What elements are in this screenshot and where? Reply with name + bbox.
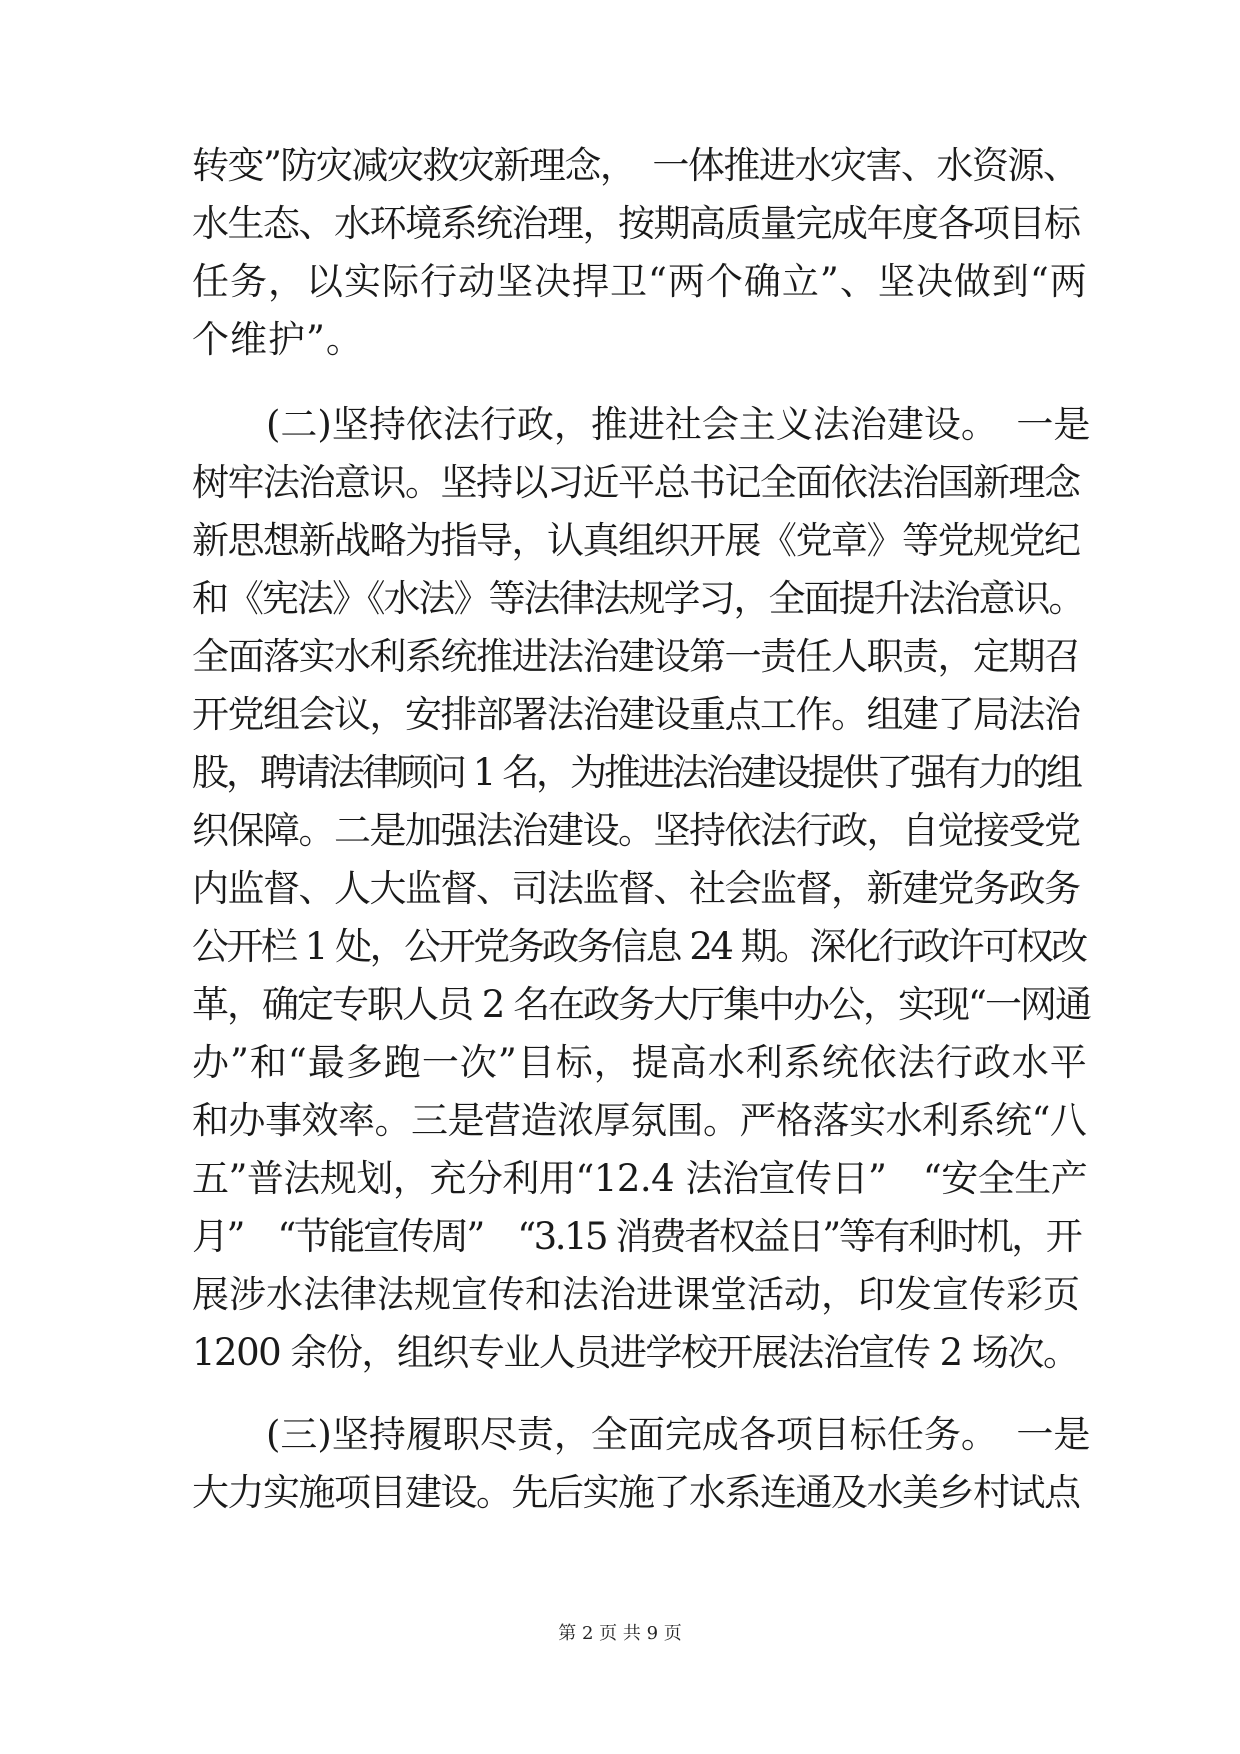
text-line: 展涉水法律法规宣传和法治进课堂活动，印发宣传彩页 xyxy=(192,1273,1080,1316)
text-line: 1200 余份，组织专业人员进学校开展法治宣传 2 场次。 xyxy=(192,1331,1079,1374)
text-line: 办”和“最多跑一次”目标，提高水利系统依法行政水平 xyxy=(192,1041,1088,1084)
text-line: 全面落实水利系统推进法治建设第一责任人职责，定期召 xyxy=(192,635,1080,678)
text-line: 股，聘请法律顾问 1 名，为推进法治建设提供了强有力的组 xyxy=(192,751,1081,794)
text-line: 月” “节能宣传周” “3.15 消费者权益日”等有利时机，开 xyxy=(192,1215,1081,1258)
text-line: 内监督、人大监督、司法监督、社会监督，新建党务政务 xyxy=(192,867,1080,910)
text-line: 开党组会议，安排部署法治建设重点工作。组建了局法治 xyxy=(192,693,1080,736)
text-line: 公开栏 1 处，公开党务政务信息 24 期。深化行政许可权改 xyxy=(192,925,1086,968)
text-line: 织保障。二是加强法治建设。坚持依法行政，自觉接受党 xyxy=(192,809,1080,852)
text-line: 水生态、水环境系统治理，按期高质量完成年度各项目标 xyxy=(192,202,1080,245)
text-line: 个维护”。 xyxy=(192,318,364,361)
page-number-footer: 第 2 页 共 9 页 xyxy=(558,1623,682,1644)
text-line: 和《宪法》《水法》等法律法规学习，全面提升法治意识。 xyxy=(192,577,1084,620)
text-line: 和办事效率。三是营造浓厚氛围。严格落实水利系统“八 xyxy=(192,1099,1087,1142)
text-line: 五”普法规划，充分利用“12.4 法治宣传日” “安全生产 xyxy=(192,1157,1088,1200)
text-line: 树牢法治意识。坚持以习近平总书记全面依法治国新理念 xyxy=(192,461,1080,504)
text-line: 任务，以实际行动坚决捍卫“两个确立”、坚决做到“两 xyxy=(192,260,1088,303)
text-line: 转变”防灾减灾救灾新理念， 一体推进水灾害、水资源、 xyxy=(192,144,1079,187)
text-line: 大力实施项目建设。先后实施了水系连通及水美乡村试点 xyxy=(192,1471,1080,1514)
text-line: 新思想新战略为指导，认真组织开展《党章》等党规党纪 xyxy=(192,519,1080,562)
section-heading-line: (二)坚持依法行政，推进社会主义法治建设。 一是 xyxy=(192,403,1091,446)
text-line: 革，确定专职人员 2 名在政务大厅集中办公，实现“一网通 xyxy=(192,983,1090,1026)
section-heading-line: (三)坚持履职尽责，全面完成各项目标任务。 一是 xyxy=(192,1413,1091,1456)
